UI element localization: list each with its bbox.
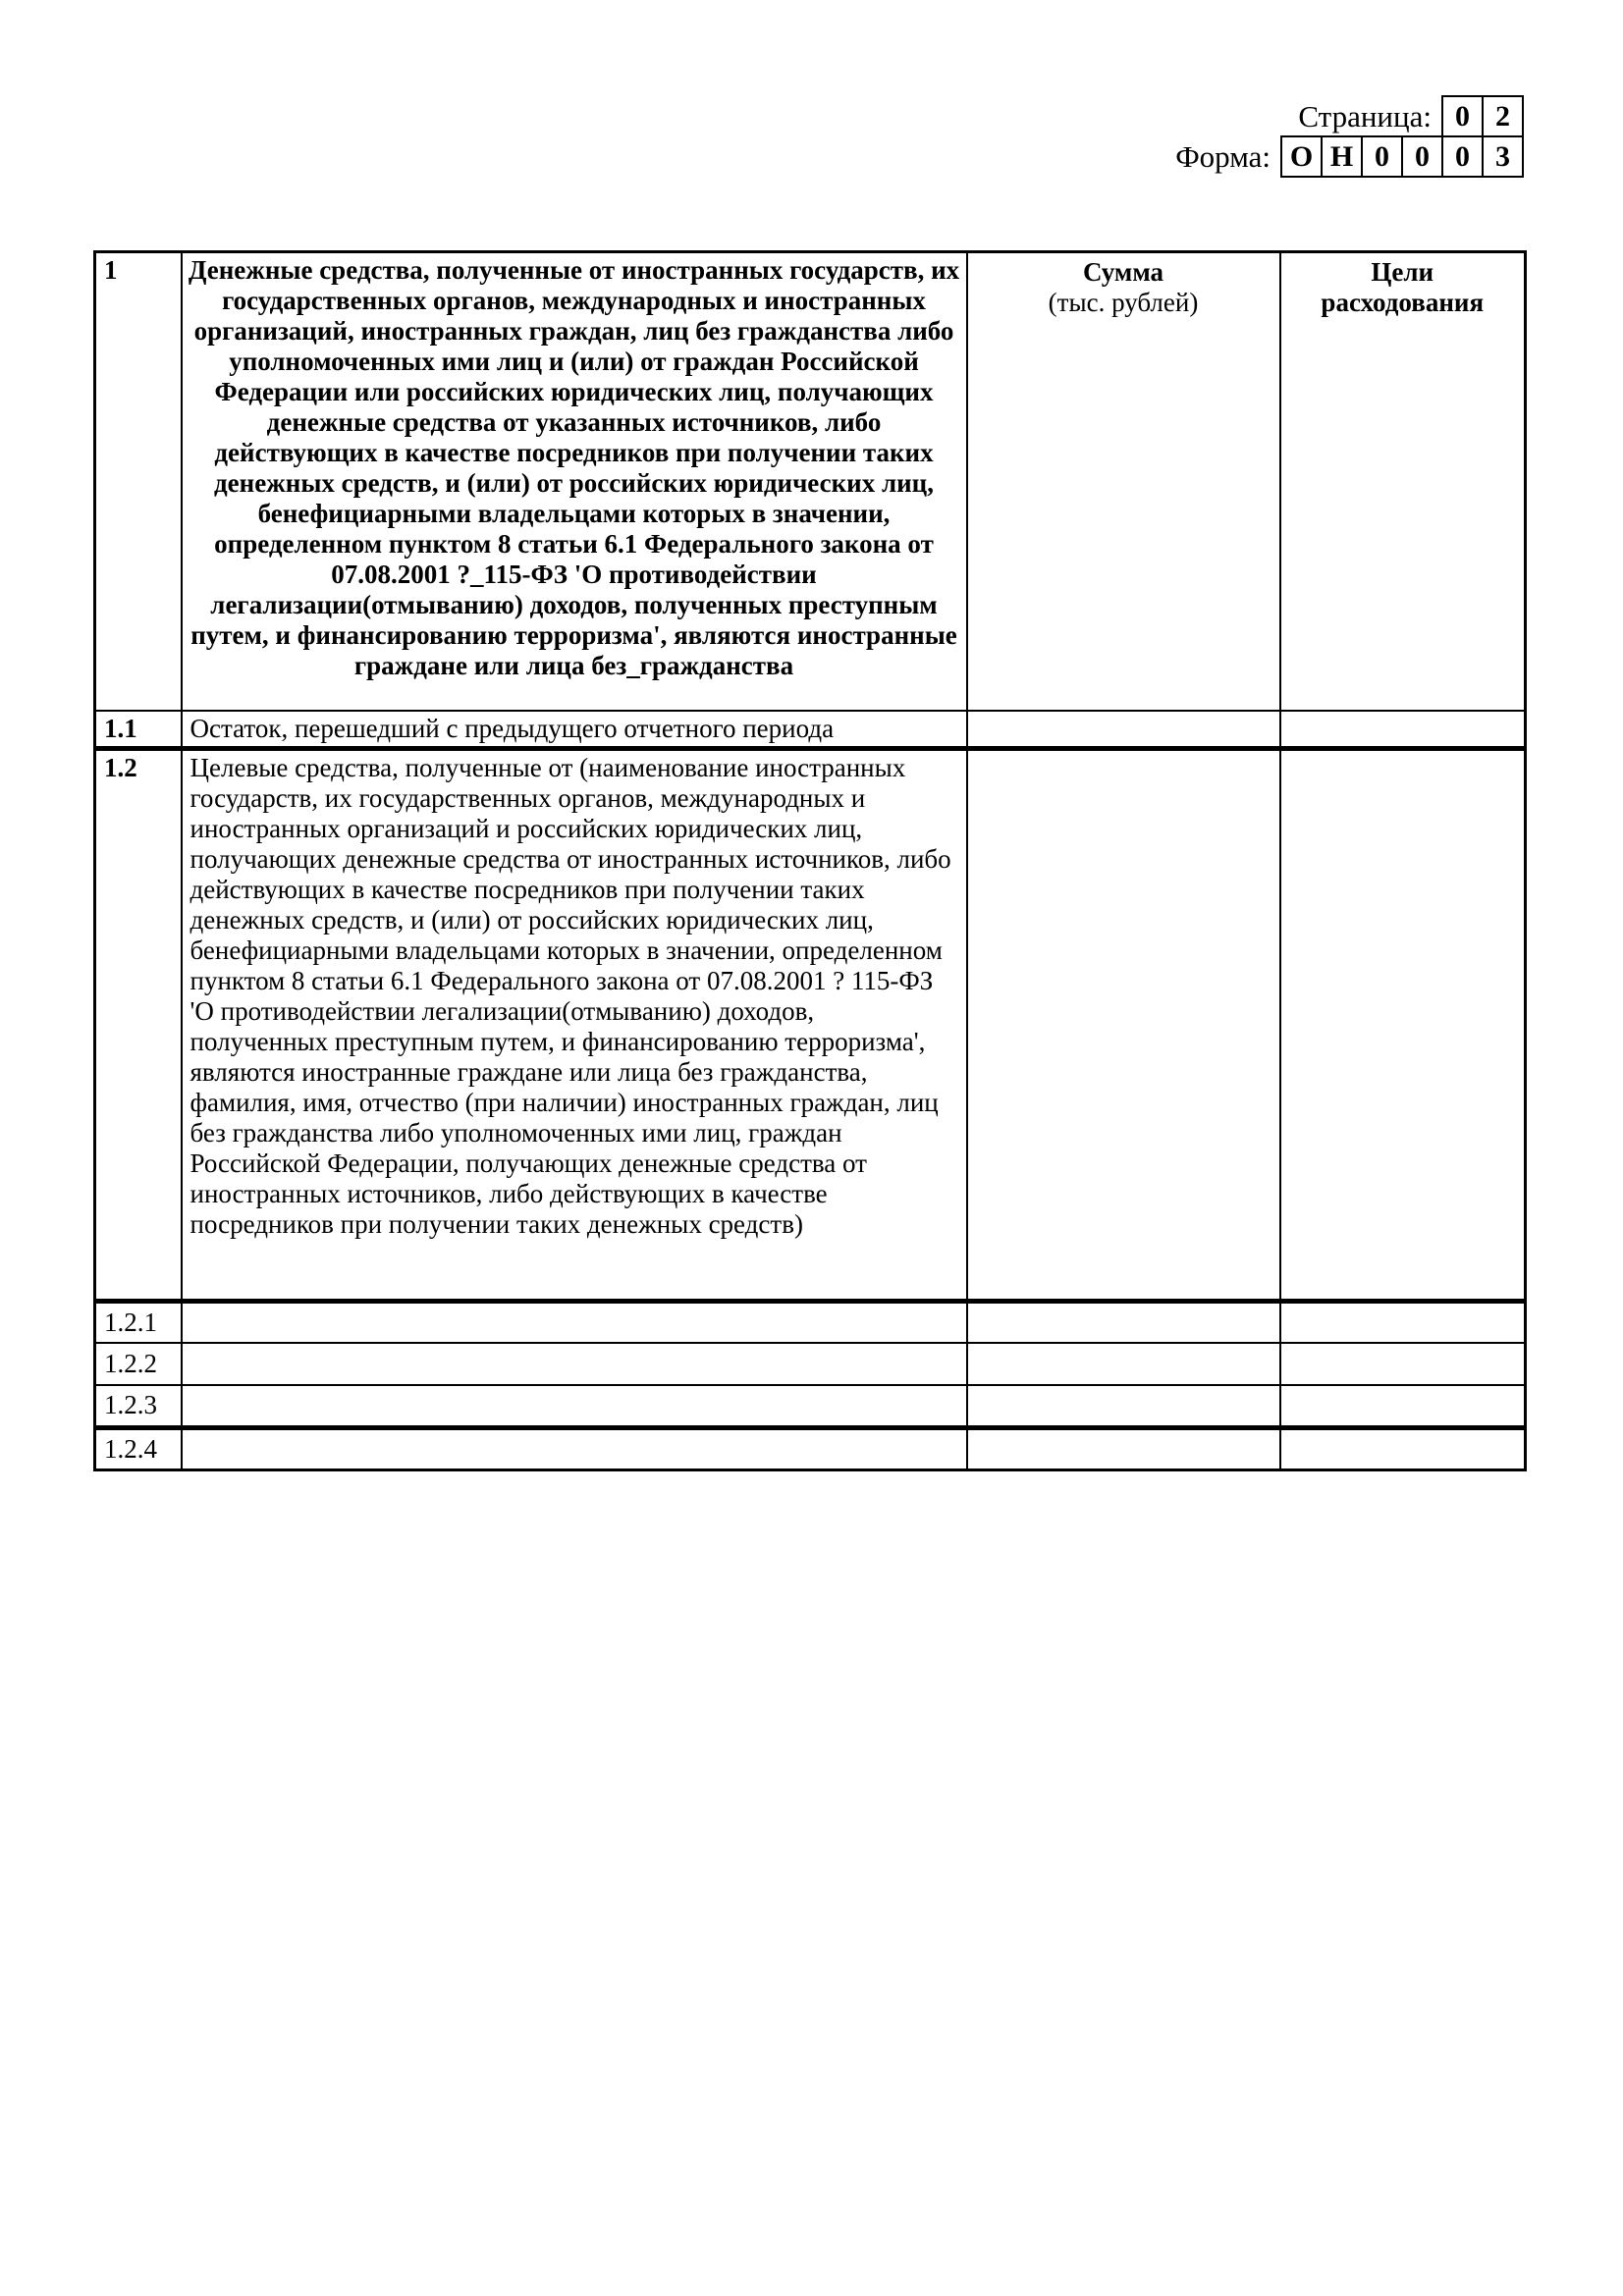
row-number: 1	[95, 252, 182, 711]
row-1-2-1-sum	[967, 1301, 1280, 1343]
funds-table	[93, 250, 1527, 1471]
row-1-description: Денежные средства, полученные от иностранных государств, их государственных органов, международных и иностранных организаций, иностранных граждан, лиц без гражданства либо уполномоченных ими лиц и (или) от граждан Российской Федерации или российских юридических лиц, получающих денежные средства от указанных источников, либо действующих в качестве посредников при получении таких денежных средств, и (или) от российских юридических лиц, бенефициарными владельцами которых в значении, определенном пунктом 8 статьи 6.1 Федерального закона от 07.08.2001 ?_115-ФЗ 'О противодействии легализации(отмыванию) доходов, полученных преступным путем, и финансированию терроризма', являются иностранные граждане или лица без_гражданства	[182, 252, 967, 711]
sum-title: Сумма	[1082, 257, 1164, 287]
row-number: 1.2.2	[95, 1343, 182, 1385]
table-row-1-2	[95, 748, 1526, 1301]
row-number: 1.2.3	[95, 1385, 182, 1427]
column-header-sum	[967, 252, 1280, 711]
row-number: 1.2	[95, 748, 182, 1301]
form-code-box-2: Н	[1321, 135, 1363, 178]
row-1-2-purpose	[1280, 748, 1526, 1301]
row-1-2-3-description	[182, 1385, 967, 1427]
row-1-1-description: Остаток, перешедший с предыдущего отчетного периода	[182, 711, 967, 749]
form-code-box-3: 0	[1361, 135, 1403, 178]
page-number-boxes	[1441, 95, 1524, 137]
column-header-purpose	[1280, 252, 1526, 711]
row-1-2-4-sum	[967, 1427, 1280, 1469]
form-code-boxes	[1280, 135, 1524, 178]
table-row-1-2-3	[95, 1385, 1526, 1427]
page-number-label: Страница:	[1298, 99, 1432, 133]
sum-subtitle: (тыс. рублей)	[1048, 288, 1199, 317]
row-number: 1.2.4	[95, 1427, 182, 1469]
page-number-line	[1298, 95, 1524, 137]
row-1-2-2-purpose	[1280, 1343, 1526, 1385]
row-1-2-sum	[967, 748, 1280, 1301]
purpose-title-line1: Цели	[1371, 257, 1434, 287]
row-1-2-2-description	[182, 1343, 967, 1385]
row-1-2-4-purpose	[1280, 1427, 1526, 1469]
table-row-1-1	[95, 711, 1526, 749]
row-1-2-2-sum	[967, 1343, 1280, 1385]
row-number: 1.1	[95, 711, 182, 749]
row-1-1-sum	[967, 711, 1280, 749]
row-1-2-3-purpose	[1280, 1385, 1526, 1427]
table-row-1-2-1	[95, 1301, 1526, 1343]
row-1-2-4-description	[182, 1427, 967, 1469]
row-1-2-1-description	[182, 1301, 967, 1343]
form-code-box-6: 3	[1482, 135, 1524, 178]
row-1-1-purpose	[1280, 711, 1526, 749]
row-number: 1.2.1	[95, 1301, 182, 1343]
form-code-box-1: О	[1280, 135, 1323, 178]
table-row-1	[95, 252, 1526, 711]
table-row-1-2-4	[95, 1427, 1526, 1469]
page-number-box-2: 2	[1482, 95, 1524, 137]
form-code-line	[1175, 135, 1524, 178]
row-1-2-1-purpose	[1280, 1301, 1526, 1343]
form-code-box-4: 0	[1401, 135, 1443, 178]
purpose-title-line2: расходования	[1321, 288, 1485, 317]
row-1-2-3-sum	[967, 1385, 1280, 1427]
table-row-1-2-2	[95, 1343, 1526, 1385]
form-code-box-5: 0	[1441, 135, 1484, 178]
form-code-label: Форма:	[1175, 139, 1271, 174]
row-1-2-description: Целевые средства, полученные от (наименование иностранных государств, их государственных органов, международных и иностранных организаций и российских юридических лиц, получающих денежные средства от иностранных источников, либо действующих в качестве посредников при получении таких денежных средств, и (или) от российских юридических лиц, бенефициарными владельцами которых в значении, определенном пунктом 8 статьи 6.1 Федерального закона от 07.08.2001 ? 115-ФЗ 'О противодействии легализации(отмыванию) доходов, полученных преступным путем, и финансированию терроризма', являются иностранные граждане или лица без гражданства, фамилия, имя, отчество (при наличии) иностранных граждан, лиц без гражданства либо уполномоченных ими лиц, граждан Российской Федерации, получающих денежные средства от иностранных источников, либо действующих в качестве посредников при получении таких денежных средств)	[182, 748, 967, 1301]
page-number-box-1: 0	[1441, 95, 1484, 137]
